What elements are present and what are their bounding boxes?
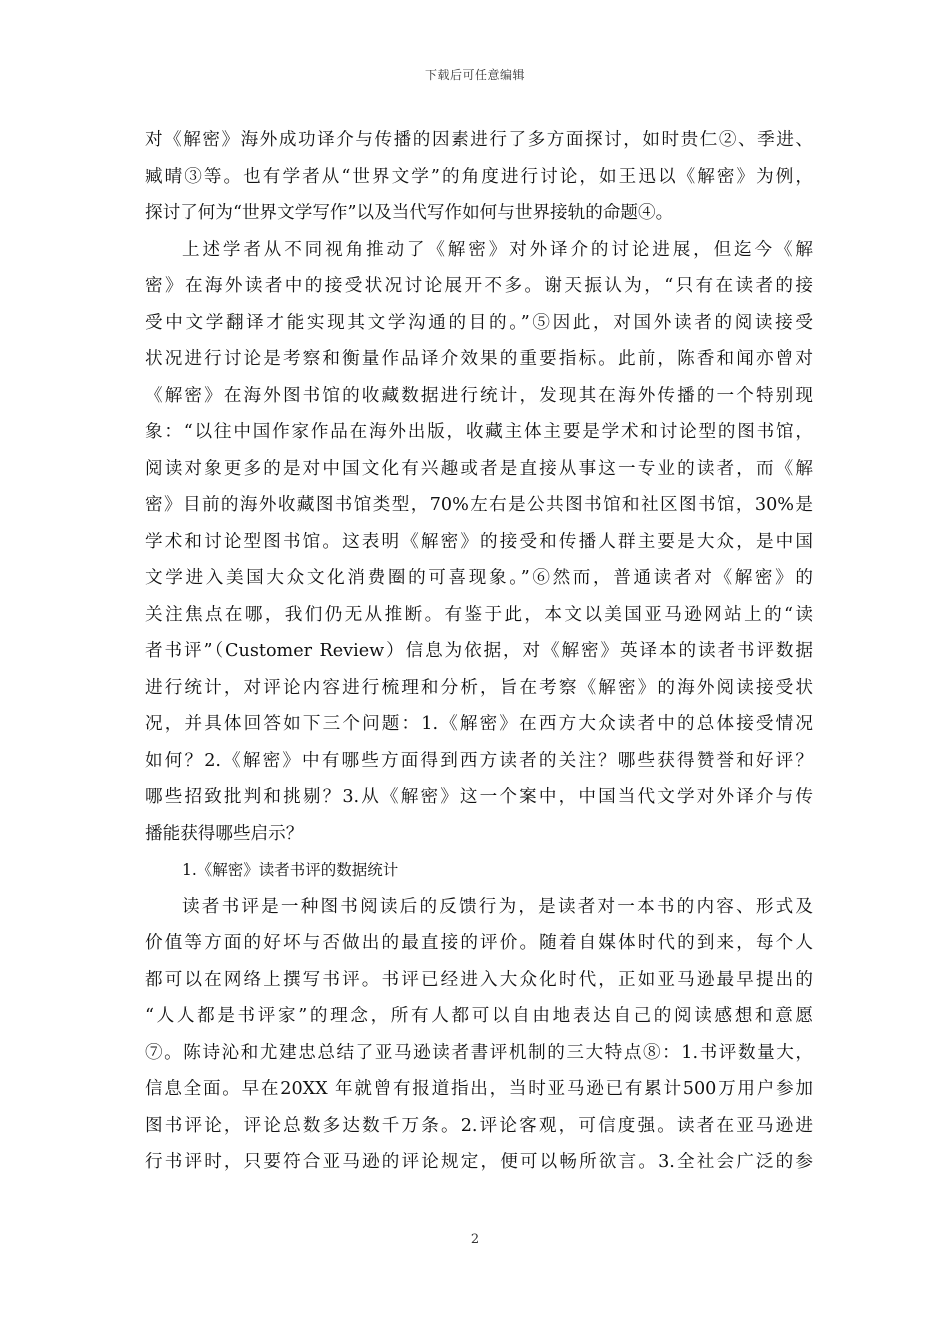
text-line: 进行统计，对评论内容进行梳理和分析，旨在考察《解密》的海外阅读接受状	[145, 677, 813, 698]
text-line: 状况进行讨论是考察和衡量作品译介效果的重要指标。此前，陈香和闻亦曾对	[145, 349, 813, 369]
text-line: 价值等方面的好坏与否做出的最直接的评价。随着自媒体时代的到来，每个人	[145, 933, 813, 953]
text-line: 图书评论，评论总数多达数千万条。2.评论客观，可信度强。读者在亚马逊进	[145, 1115, 813, 1136]
page-header: 下载后可任意编辑	[424, 68, 525, 82]
text-line: 者书评”（Customer Review）信息为依据，对《解密》英译本的读者书评数据	[145, 641, 813, 661]
text-line: 上述学者从不同视角推动了《解密》对外译介的讨论进展，但迄今《解	[182, 239, 813, 260]
page-number: 2	[470, 1232, 480, 1247]
text-line: 读者书评是一种图书阅读后的反馈行为，是读者对一本书的内容、形式及	[182, 896, 813, 917]
document-body	[145, 122, 813, 1181]
text-line: 密》目前的海外收藏图书馆类型，70%左右是公共图书馆和社区图书馆，30%是	[145, 495, 813, 515]
text-line: “人人都是书评家”的理念，所有人都可以自由地表达自己的阅读感想和意愿	[145, 1006, 813, 1026]
text-line: 都可以在网络上撰写书评。书评已经进入大众化时代，正如亚马逊最早提出的	[145, 969, 813, 990]
text-line: 哪些招致批判和挑剔？3.从《解密》这一个案中，中国当代文学对外译介与传	[145, 787, 813, 807]
section-heading	[145, 852, 813, 889]
text-line: 况，并具体回答如下三个问题：1.《解密》在西方大众读者中的总体接受情况	[145, 714, 813, 734]
text-line: 文学进入美国大众文化消费圈的可喜现象。”⑥然而，普通读者对《解密》的	[145, 568, 813, 588]
text-line: 象：“以往中国作家作品在海外出版，收藏主体主要是学术和讨论型的图书馆，	[145, 422, 813, 442]
text-line: 阅读对象更多的是对中国文化有兴趣或者是直接从事这一专业的读者，而《解	[145, 458, 813, 479]
text-line: 对《解密》海外成功译介与传播的因素进行了多方面探讨，如时贵仁②、季进、	[145, 130, 813, 150]
text-line: 受中文学翻译才能实现其文学沟通的目的。”⑤因此，对国外读者的阅读接受	[145, 312, 813, 333]
text-line: 信息全面。早在20XX 年就曾有报道指出，当时亚马逊已有累计500万用户参加	[145, 1079, 813, 1099]
text-line: 密》在海外读者中的接受状况讨论展开不多。谢天振认为，“只有在读者的接	[145, 276, 813, 296]
text-line: 探讨了何为“世界文学写作”以及当代写作如何与世界接轨的命题④。	[145, 203, 674, 223]
text-line: 行书评时，只要符合亚马逊的评论规定，便可以畅所欲言。3.全社会广泛的参	[145, 1152, 813, 1172]
paragraph	[145, 232, 813, 853]
paragraph	[145, 889, 813, 1181]
text-line: ⑦。陈诗沁和尤建忠总结了亚马逊读者書评机制的三大特点⑧：1.书评数量大，	[145, 1042, 813, 1063]
text-line: 播能获得哪些启示？	[145, 823, 304, 844]
text-line: 如何？2.《解密》中有哪些方面得到西方读者的关注？哪些获得赞誉和好评？	[145, 750, 813, 771]
text-line: 关注焦点在哪，我们仍无从推断。有鉴于此，本文以美国亚马逊网站上的“读	[145, 604, 813, 625]
paragraph	[145, 122, 813, 232]
text-line: 臧晴③等。也有学者从“世界文学”的角度进行讨论，如王迅以《解密》为例，	[145, 166, 813, 187]
section-heading-text: 1.《解密》读者书评的数据统计	[182, 861, 399, 879]
text-line: 《解密》在海外图书馆的收藏数据进行统计，发现其在海外传播的一个特别现	[145, 385, 813, 406]
text-line: 学术和讨论型图书馆。这表明《解密》的接受和传播人群主要是大众，是中国	[145, 531, 813, 552]
